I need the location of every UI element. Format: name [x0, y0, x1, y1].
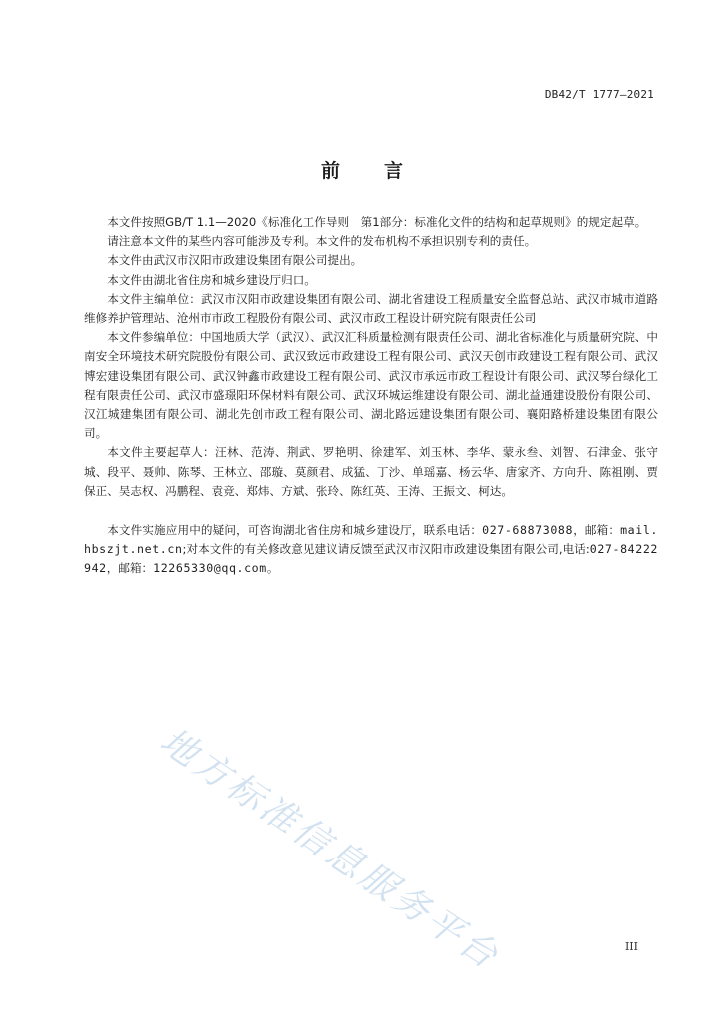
- page-number: III: [624, 940, 638, 953]
- paragraph-contact: [84, 521, 658, 579]
- paragraph-under-jurisdiction: 本文件由湖北省住房和城乡建设厅归口。: [107, 272, 316, 287]
- standard-code: DB42/T 1777—2021: [544, 88, 654, 101]
- contact-phone-2: 027-84222942: [84, 542, 658, 576]
- contact-text-b: ，邮箱：: [573, 523, 621, 538]
- contact-email-1: mail.hbszjt.net.cn: [84, 523, 658, 557]
- paragraph-patent-notice: 请注意本文件的某些内容可能涉及专利。本文件的发布机构不承担识别专利的责任。: [107, 234, 537, 249]
- contact-email-2: 12265330@qq.com: [153, 561, 267, 576]
- contact-text-a: 本文件实施应用中的疑问，可咨询湖北省住房和城乡建设厅，联系电话：: [107, 523, 483, 538]
- contact-text-e: 。: [266, 561, 279, 576]
- paragraph-chief-editors: 本文件主编单位：武汉市汉阳市政建设集团有限公司、湖北省建设工程质量安全监督总站、武汉市城市道路维修养护管理站、沧州市市政工程股份有限公司、武汉市政工程设计研究院有限责任公司: [84, 291, 658, 326]
- watermark-text: 地方标准信息服务平台: [152, 720, 508, 979]
- paragraph-main-drafters: 本文件主要起草人：汪林、范涛、荆武、罗艳明、徐建军、刘玉林、李华、蒙永叁、刘智、石津金、张守城、段平、聂帅、陈琴、王林立、邵璇、莫颜君、成猛、丁沙、单瑶嘉、杨云华、唐家齐、方向升、陈祖刚、贾保正、吴志权、冯鹏程、袁竞、郑炜、方斌、张玲、陈红英、王涛、王振文、柯达。: [84, 445, 658, 498]
- paragraph-drafting-rules: 本文件按照GB/T 1.1—2020《标准化工作导则 第1部分：标准化文件的结构和起草规则》的规定起草。: [107, 215, 647, 229]
- contact-text-c: ;对本文件的有关修改意见建议请反馈至武汉市汉阳市政建设集团有限公司,电话:: [182, 542, 590, 557]
- page-title: [0, 156, 724, 183]
- title-char-2: 言: [384, 160, 404, 182]
- paragraph-proposed-by: 本文件由武汉市汉阳市政建设集团有限公司提出。: [107, 253, 363, 268]
- contact-text-d: ，邮箱：: [106, 561, 154, 576]
- paragraph-gap: [84, 501, 658, 521]
- contact-phone-1: 027-68873088: [482, 523, 574, 538]
- foreword-body: [84, 213, 658, 579]
- paragraph-participating-units: 本文件参编单位：中国地质大学（武汉）、武汉汇科质量检测有限责任公司、湖北省标准化与质量研究院、中南安全环境技术研究院股份有限公司、武汉致远市政建设工程有限公司、武汉天创市政建设工程有限公司、武汉博宏建设集团有限公司、武汉钟鑫市政建设工程有限公司、武汉市承远市政工程设计有限公司、武汉琴台绿化工程有限责任公司、武汉市盛璟阳环保材料有限公司、武汉环城运维建设有限公司、湖北益通建设股份有限公司、汉江城建集团有限公司、湖北先创市政工程有限公司、湖北路远建设集团有限公司、襄阳路桥建设集团有限公司。: [84, 330, 658, 441]
- title-char-1: 前: [320, 160, 340, 182]
